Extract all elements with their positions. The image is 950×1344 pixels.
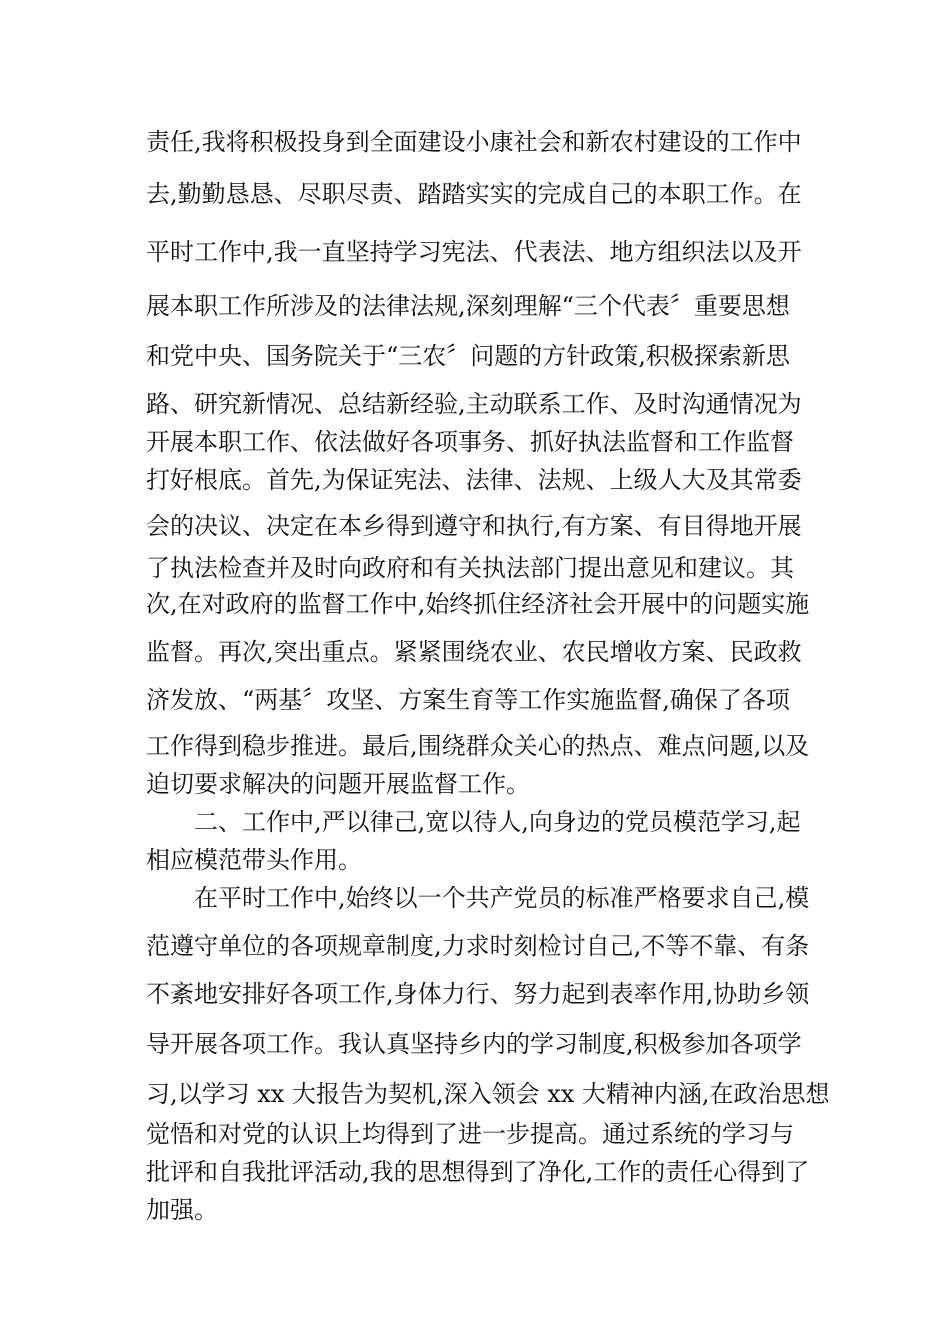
section-heading: 二、工作中,严以律己,宽以待人,向身边的党员模范学习,起 bbox=[146, 808, 801, 836]
text-line: 了执法检查并及时向政府和有关执法部门提出意见和建议。其 bbox=[146, 554, 794, 582]
text-line: 济发放、“两基〞攻坚、方案生育等工作实施监督,确保了各项 bbox=[146, 686, 790, 714]
text-line: 导开展各项工作。我认真坚持乡内的学习制度,积极参加各项学 bbox=[146, 1030, 802, 1058]
text-line: 范遵守单位的各项规章制度,力求时刻检讨自己,不等不靠、有条 bbox=[146, 932, 810, 960]
text-line: 加强。 bbox=[146, 1196, 218, 1224]
text-line: 责任,我将积极投身到全面建设小康社会和新农村建设的工作中 bbox=[146, 128, 802, 156]
text-line: 工作得到稳步推进。最后,围绕群众关心的热点、难点问题,以及 bbox=[146, 732, 810, 760]
text-line: 迫切要求解决的问题开展监督工作。 bbox=[146, 770, 530, 798]
text-line: 和党中央、国务院关于“三农〞问题的方针政策,积极探索新思 bbox=[146, 342, 790, 370]
text-line: 路、研究新情况、总结新经验,主动联系工作、及时沟通情况为 bbox=[146, 390, 802, 418]
text-line: 开展本职工作、依法做好各项事务、抓好执法监督和工作监督 bbox=[146, 428, 794, 456]
text-line: 觉悟和对党的认识上均得到了进一步提高。通过系统的学习与 bbox=[146, 1120, 794, 1148]
text-line: 展本职工作所涉及的法律法规,深刻理解“三个代表〞重要思想 bbox=[146, 292, 790, 320]
text-line: 会的决议、决定在本乡得到遵守和执行,有方案、有目得地开展 bbox=[146, 512, 802, 540]
text-line: 平时工作中,我一直坚持学习宪法、代表法、地方组织法以及开 bbox=[146, 238, 802, 266]
text-line: 习,以学习 xx 大报告为契机,深入领会 xx 大精神内涵,在政治思想 bbox=[146, 1080, 830, 1108]
text-line: 去,勤勤恳恳、尽职尽责、踏踏实实的完成自己的本职工作。在 bbox=[146, 180, 802, 208]
text-line: 监督。再次,突出重点。紧紧围绕农业、农民增收方案、民政救 bbox=[146, 638, 802, 666]
text-line: 次,在对政府的监督工作中,始终抓住经济社会开展中的问题实施 bbox=[146, 590, 810, 618]
section-heading: 相应模范带头作用。 bbox=[146, 846, 362, 874]
text-line: 批评和自我批评活动,我的思想得到了净化,工作的责任心得到了 bbox=[146, 1158, 810, 1186]
text-line: 在平时工作中,始终以一个共产党员的标准严格要求自己,模 bbox=[146, 884, 810, 912]
text-line: 不紊地安排好各项工作,身体力行、努力起到表率作用,协助乡领 bbox=[146, 980, 810, 1008]
text-line: 打好根底。首先,为保证宪法、法律、法规、上级人大及其常委 bbox=[146, 466, 802, 494]
